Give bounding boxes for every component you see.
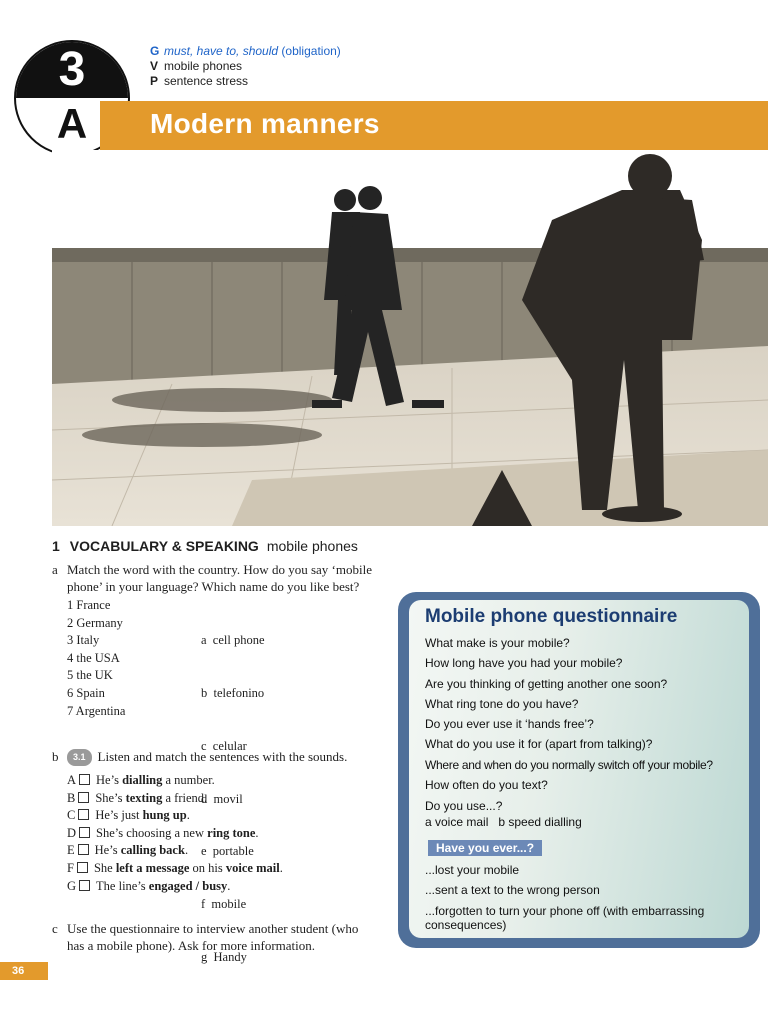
- question-item: Do you ever use it ‘hands free’?: [425, 717, 594, 732]
- unit-number: 3: [58, 43, 86, 96]
- street-photo: [52, 150, 768, 526]
- ever-item: ...forgotten to turn your phone off (with embarrassing consequences): [425, 903, 705, 932]
- use-options: a voice mail b speed dialling: [425, 815, 582, 830]
- unit-letter: A: [56, 100, 88, 147]
- exercise-b-instruction: Listen and match the sentences with the sounds.: [97, 749, 348, 764]
- grammar-note: (obligation): [281, 44, 341, 58]
- answer-checkbox[interactable]: [79, 880, 90, 891]
- exercise-a-label: a: [52, 562, 58, 577]
- section-title: VOCABULARY & SPEAKING: [69, 538, 259, 554]
- vocab-key: V: [150, 59, 159, 73]
- audio-track-badge[interactable]: 3.1: [67, 749, 92, 766]
- lesson-focus: [150, 44, 341, 89]
- ever-list: [425, 860, 745, 932]
- sentence-row: C He’s just hung up.: [67, 808, 190, 823]
- section-heading: [52, 538, 358, 554]
- question-item: Are you thinking of getting another one soon?: [425, 676, 668, 691]
- country-item: 7 Argentina: [67, 703, 126, 718]
- word-item: e portable: [201, 844, 254, 859]
- questionnaire-title: Mobile phone questionnaire: [425, 606, 678, 627]
- exercise-b-label: b: [52, 749, 59, 764]
- pron-focus: sentence stress: [164, 74, 249, 88]
- vocab-focus: mobile phones: [164, 59, 243, 73]
- word-item: b telefonino: [201, 685, 265, 700]
- pron-key: P: [150, 74, 159, 88]
- sentence-list: [67, 772, 352, 895]
- page-number: 36: [0, 962, 48, 980]
- question-item: Do you use...?: [425, 799, 503, 814]
- sentence-row: A He’s dialling a number.: [67, 773, 215, 787]
- country-list: [67, 597, 125, 720]
- word-item: c celular: [201, 738, 247, 753]
- question-item: What ring tone do you have?: [425, 696, 579, 711]
- exercise-a-instruction: Match the word with the country. How do you say ‘mobile phone’ in your language? Which name do you like best?: [67, 562, 372, 594]
- country-item: 3 Italy: [67, 633, 100, 648]
- sentence-row: F She left a message on his voice mail.: [67, 860, 283, 875]
- exercise-c: [52, 920, 372, 954]
- section-number: 1: [52, 538, 60, 554]
- page-title: Modern manners: [150, 108, 380, 139]
- question-item: How long have you had your mobile?: [425, 656, 623, 671]
- word-item: g Handy: [201, 949, 247, 964]
- exercise-b: [52, 748, 352, 895]
- word-item: a cell phone: [201, 633, 265, 648]
- answer-checkbox[interactable]: [79, 774, 90, 785]
- question-item: What make is your mobile?: [425, 636, 570, 650]
- word-item: d movil: [201, 791, 243, 806]
- country-item: 6 Spain: [67, 685, 105, 700]
- country-item: 4 the USA: [67, 650, 120, 665]
- have-you-ever-label: Have you ever...?: [428, 840, 542, 856]
- grammar-focus: must, have to, should: [164, 44, 279, 58]
- sentence-row: G The line’s engaged / busy.: [67, 878, 231, 893]
- answer-checkbox[interactable]: [78, 792, 89, 803]
- exercise-c-label: c: [52, 921, 58, 936]
- ever-item: ...lost your mobile: [425, 863, 520, 877]
- answer-checkbox[interactable]: [77, 862, 88, 873]
- question-item: What do you use it for (apart from talking)?: [425, 737, 653, 752]
- sentence-row: D She’s choosing a new ring tone.: [67, 825, 259, 840]
- word-item: f mobile: [201, 897, 247, 912]
- section-topic: mobile phones: [266, 538, 358, 554]
- answer-checkbox[interactable]: [78, 844, 89, 855]
- country-item: 5 the UK: [67, 668, 113, 683]
- answer-checkbox[interactable]: [78, 809, 89, 820]
- question-item: Where and when do you normally switch off your mobile?: [425, 757, 713, 772]
- ever-item: ...sent a text to the wrong person: [425, 883, 600, 898]
- country-item: 2 Germany: [67, 615, 123, 630]
- sentence-row: E He’s calling back.: [67, 843, 189, 858]
- sentence-row: B She’s texting a friend.: [67, 790, 208, 805]
- exercise-c-instruction: Use the questionnaire to interview another student (who has a mobile phone). Ask for more information.: [67, 921, 359, 953]
- grammar-key: G: [150, 44, 160, 58]
- question-item: How often do you text?: [425, 778, 548, 793]
- questionnaire-questions: [425, 633, 750, 830]
- answer-checkbox[interactable]: [79, 827, 90, 838]
- country-item: 1 France: [67, 598, 111, 612]
